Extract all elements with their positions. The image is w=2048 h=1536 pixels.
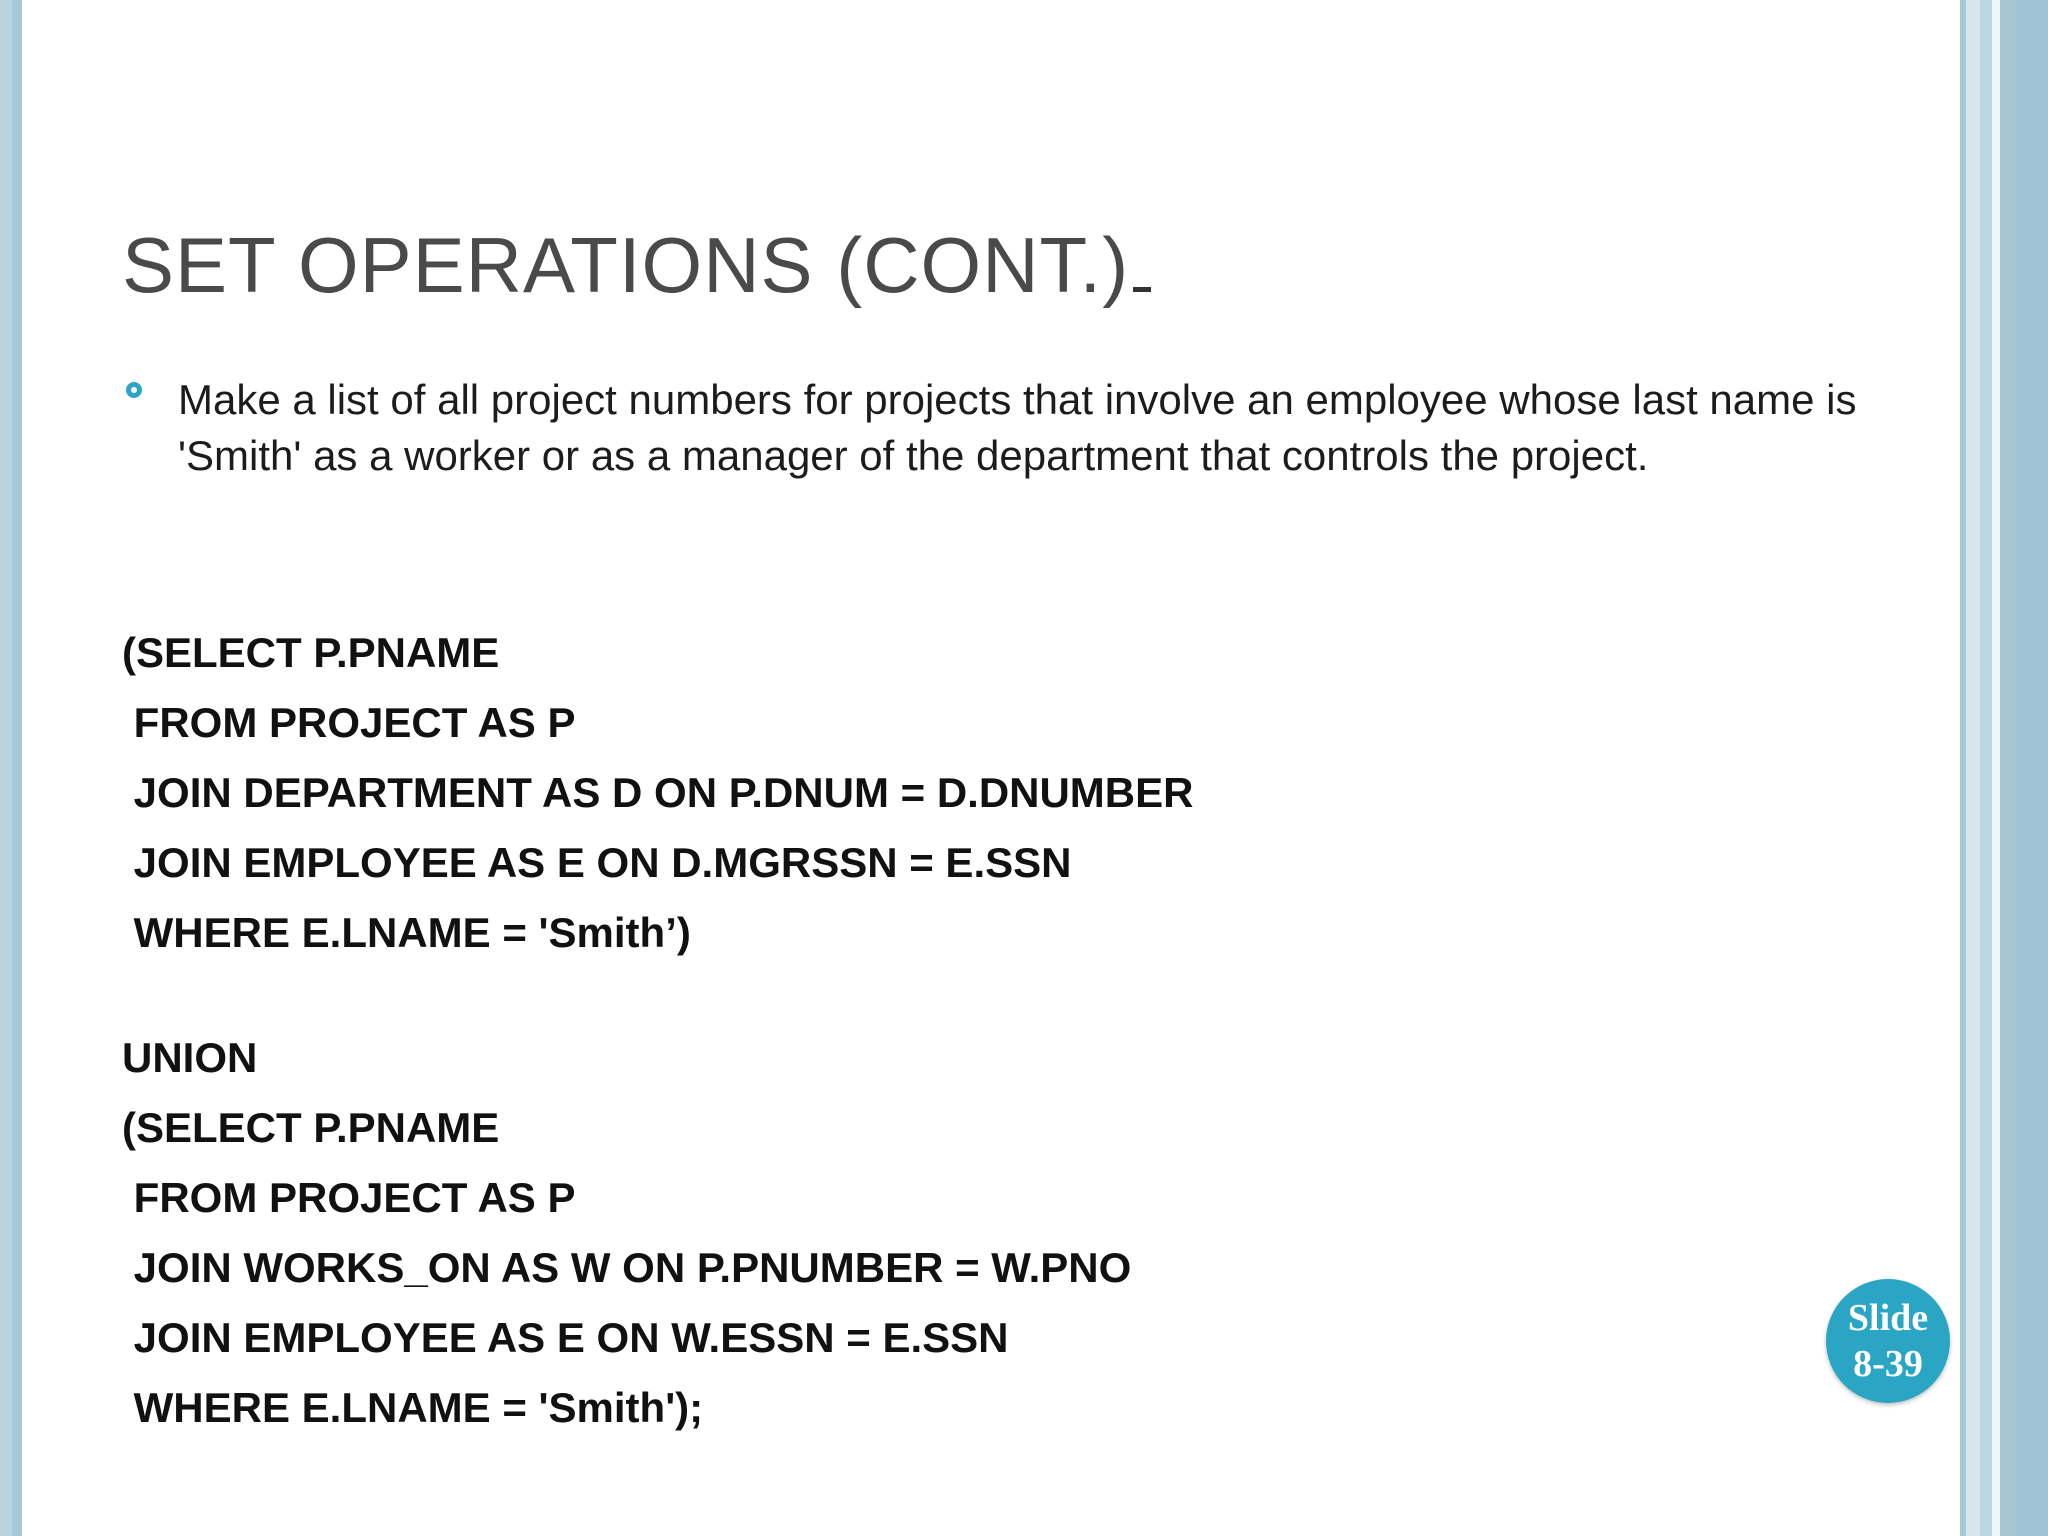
- sql-line: WHERE E.LNAME = 'Smith’): [122, 909, 691, 956]
- text-cursor: [1133, 287, 1151, 292]
- right-border-stripe: [1966, 0, 1980, 1536]
- right-border-stripe: [2000, 0, 2016, 1536]
- right-border: [1960, 0, 2048, 1536]
- right-border-stripe: [2016, 0, 2048, 1536]
- right-border-stripe: [1992, 0, 2000, 1536]
- slide-title: [122, 220, 1151, 311]
- sql-line: JOIN EMPLOYEE AS E ON D.MGRSSN = E.SSN: [122, 839, 1072, 886]
- left-border-stripe: [12, 0, 22, 1536]
- left-border-stripe: [0, 0, 12, 1536]
- sql-line: JOIN DEPARTMENT AS D ON P.DNUM = D.DNUMBER: [122, 769, 1194, 816]
- sql-line: (SELECT P.PNAME: [122, 629, 500, 676]
- slide-number-badge: [1826, 1279, 1950, 1403]
- sql-line: JOIN EMPLOYEE AS E ON W.ESSN = E.SSN: [122, 1314, 1009, 1361]
- slide-badge-number: 8-39: [1853, 1343, 1923, 1385]
- ring-bullet-icon: [126, 382, 142, 398]
- sql-line: JOIN WORKS_ON AS W ON P.PNUMBER = W.PNO: [122, 1244, 1132, 1291]
- slide-badge-label: Slide: [1847, 1297, 1929, 1339]
- sql-line: FROM PROJECT AS P: [122, 699, 576, 746]
- sql-union-keyword: UNION: [122, 1034, 258, 1081]
- slide-title-text: SET OPERATIONS (CONT.): [122, 221, 1130, 309]
- right-border-stripe: [1980, 0, 1992, 1536]
- sql-line: (SELECT P.PNAME: [122, 1104, 500, 1151]
- sql-line: FROM PROJECT AS P: [122, 1174, 576, 1221]
- left-border: [0, 0, 24, 1536]
- bullet-text: Make a list of all project numbers for projects that involve an employee whose last name is 'Smith' as a worker or as a manager of the department that controls the project.: [178, 376, 1857, 479]
- sql-line: WHERE E.LNAME = 'Smith');: [122, 1384, 704, 1431]
